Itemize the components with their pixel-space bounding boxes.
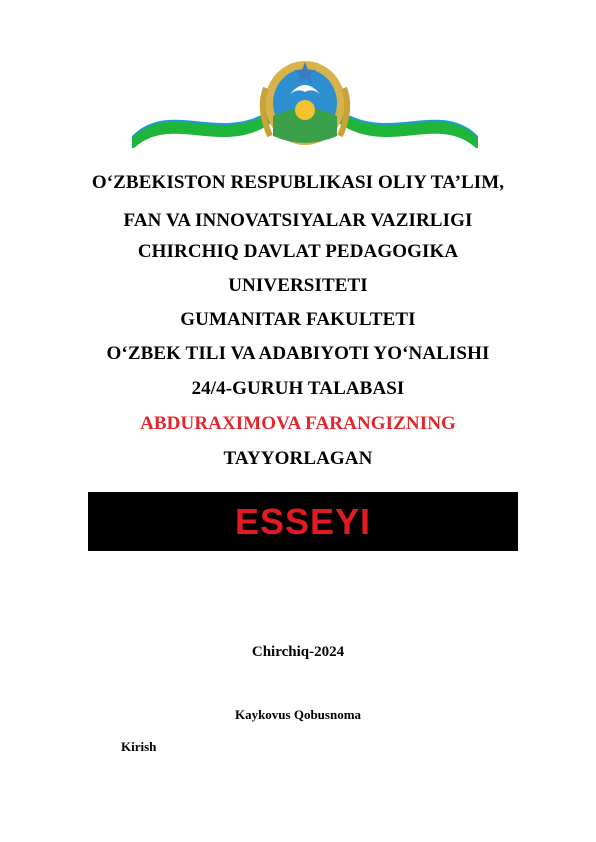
prepared-label: TAYYORLAGAN (223, 448, 373, 469)
title-line-6: O‘ZBEK TILI VA ADABIYOTI YO‘NALISHI (106, 343, 490, 364)
title-line-3: CHIRCHIQ DAVLAT PEDAGOGIKA (137, 241, 459, 262)
section-heading: Kirish (121, 739, 157, 754)
student-name: ABDURAXIMOVA FARANGIZNING (140, 413, 456, 434)
title-line-2: FAN VA INNOVATSIYALAR VAZIRLIGI (123, 210, 473, 231)
flag-ribbon-left (132, 110, 270, 148)
essay-banner-text: ESSEYI (234, 500, 372, 542)
title-line-5: GUMANITAR FAKULTETI (180, 309, 416, 330)
title-line-4: UNIVERSITETI (228, 275, 368, 296)
city-year: Chirchiq-2024 (251, 644, 345, 660)
essay-subject: Kaykovus Qobusnoma (234, 707, 362, 722)
title-line-1: O‘ZBEKISTON RESPUBLIKASI OLIY TA’LIM, (91, 172, 505, 193)
uzbekistan-state-emblem-icon (130, 58, 480, 148)
essay-banner (88, 492, 518, 551)
emblem-seal (263, 61, 347, 145)
flag-ribbon-right (340, 110, 478, 148)
title-line-7: 24/4-GURUH TALABASI (191, 378, 405, 399)
